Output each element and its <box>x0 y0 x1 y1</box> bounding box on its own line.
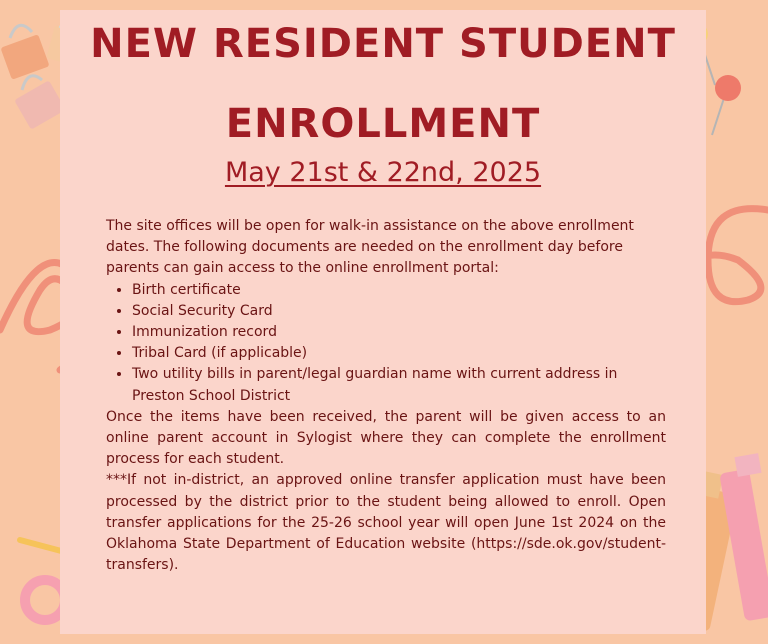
list-item: • Two utility bills in parent/legal guardian name with current address in Preston School District <box>132 364 666 406</box>
body-content <box>106 216 666 576</box>
list-item: • Tribal Card (if applicable) <box>132 343 666 364</box>
required-documents-list <box>106 280 666 407</box>
access-paragraph: Once the items have been received, the parent will be given access to an online parent account in Sylogist where they can complete the enrollment process for each student. <box>106 408 666 468</box>
enrollment-dates: May 21st & 22nd, 2025 <box>224 157 542 188</box>
intro-paragraph: The site offices will be open for walk-in assistance on the above enrollment dates. The following documents are needed on the enrollment day before parents can gain access to the online enrollment portal: <box>106 218 634 277</box>
page-title-line1: NEW RESIDENT STUDENT <box>90 21 676 67</box>
transfer-note-paragraph: ***If not in-district, an approved online transfer application must have been processed by the district prior to the student being allowed to enroll. Open transfer applications for the 25-26 school year will open June 1st 2024 on the Oklahoma State Department of Education website (https://sde.ok.gov/student-transfers). <box>106 472 666 574</box>
page-title-line2: ENROLLMENT <box>225 101 541 147</box>
list-item: • Immunization record <box>132 322 666 343</box>
list-item: • Birth certificate <box>132 280 666 301</box>
list-item: • Social Security Card <box>132 301 666 322</box>
